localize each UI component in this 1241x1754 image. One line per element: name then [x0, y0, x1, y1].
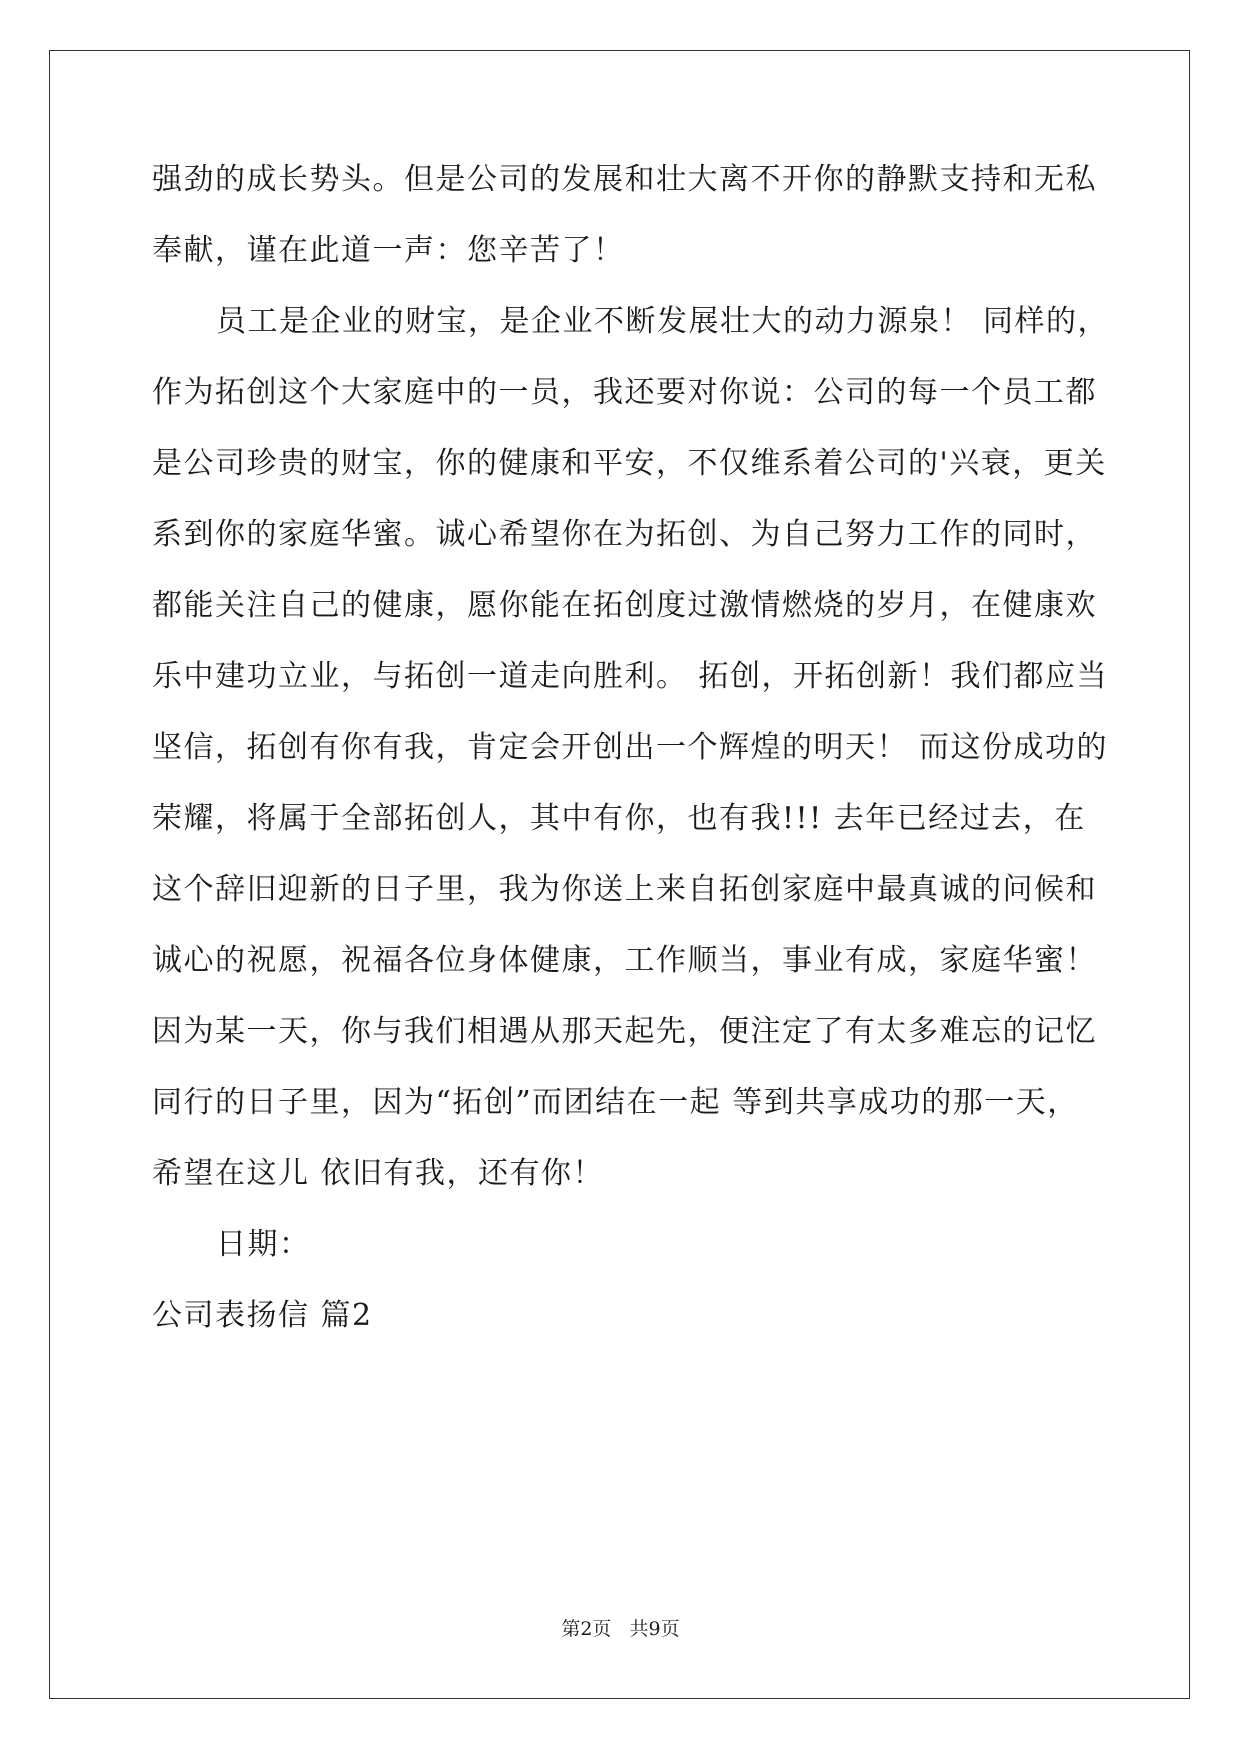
text-line: 坚信，拓创有你有我，肯定会开创出一个辉煌的明天！ 而这份成功的 [152, 730, 1109, 765]
text-line: 都能关注自己的健康，愿你能在拓创度过激情燃烧的岁月，在健康欢 [152, 588, 1097, 623]
text-line: 诚心的祝愿，祝福各位身体健康，工作顺当，事业有成，家庭华蜜！ [152, 943, 1097, 978]
text-line: 荣耀，将属于全部拓创人，其中有你，也有我!!! 去年已经过去，在 [152, 801, 1086, 836]
text-line: 是公司珍贵的财宝，你的健康和平安，不仅维系着公司的'兴衰，更关 [152, 446, 1107, 481]
text-line: 强劲的成长势头。但是公司的发展和壮大离不开你的静默支持和无私 [152, 162, 1097, 197]
text-line: 作为拓创这个大家庭中的一员，我还要对你说：公司的每一个员工都 [152, 375, 1097, 410]
text-line: 员工是企业的财宝，是企业不断发展壮大的动力源泉！ 同样的， [216, 304, 1110, 339]
text-line: 这个辞旧迎新的日子里，我为你送上来自拓创家庭中最真诚的问候和 [152, 872, 1097, 907]
section-title: 公司表扬信 篇2 [152, 1298, 373, 1333]
text-line: 奉献，谨在此道一声：您辛苦了！ [152, 233, 625, 268]
text-line: 同行的日子里，因为“拓创”而团结在一起 等到共享成功的那一天， [152, 1085, 1079, 1120]
text-line: 系到你的家庭华蜜。诚心希望你在为拓创、为自己努力工作的同时， [152, 517, 1097, 552]
page-number-footer: 第2页 共9页 [561, 1618, 680, 1640]
text-line: 希望在这儿 依旧有我，还有你！ [152, 1156, 605, 1191]
date-label: 日期： [216, 1227, 311, 1262]
text-line: 因为某一天，你与我们相遇从那天起先，便注定了有太多难忘的记忆 [152, 1014, 1097, 1049]
text-line: 乐中建功立业，与拓创一道走向胜利。 拓创，开拓创新！我们都应当 [152, 659, 1109, 694]
